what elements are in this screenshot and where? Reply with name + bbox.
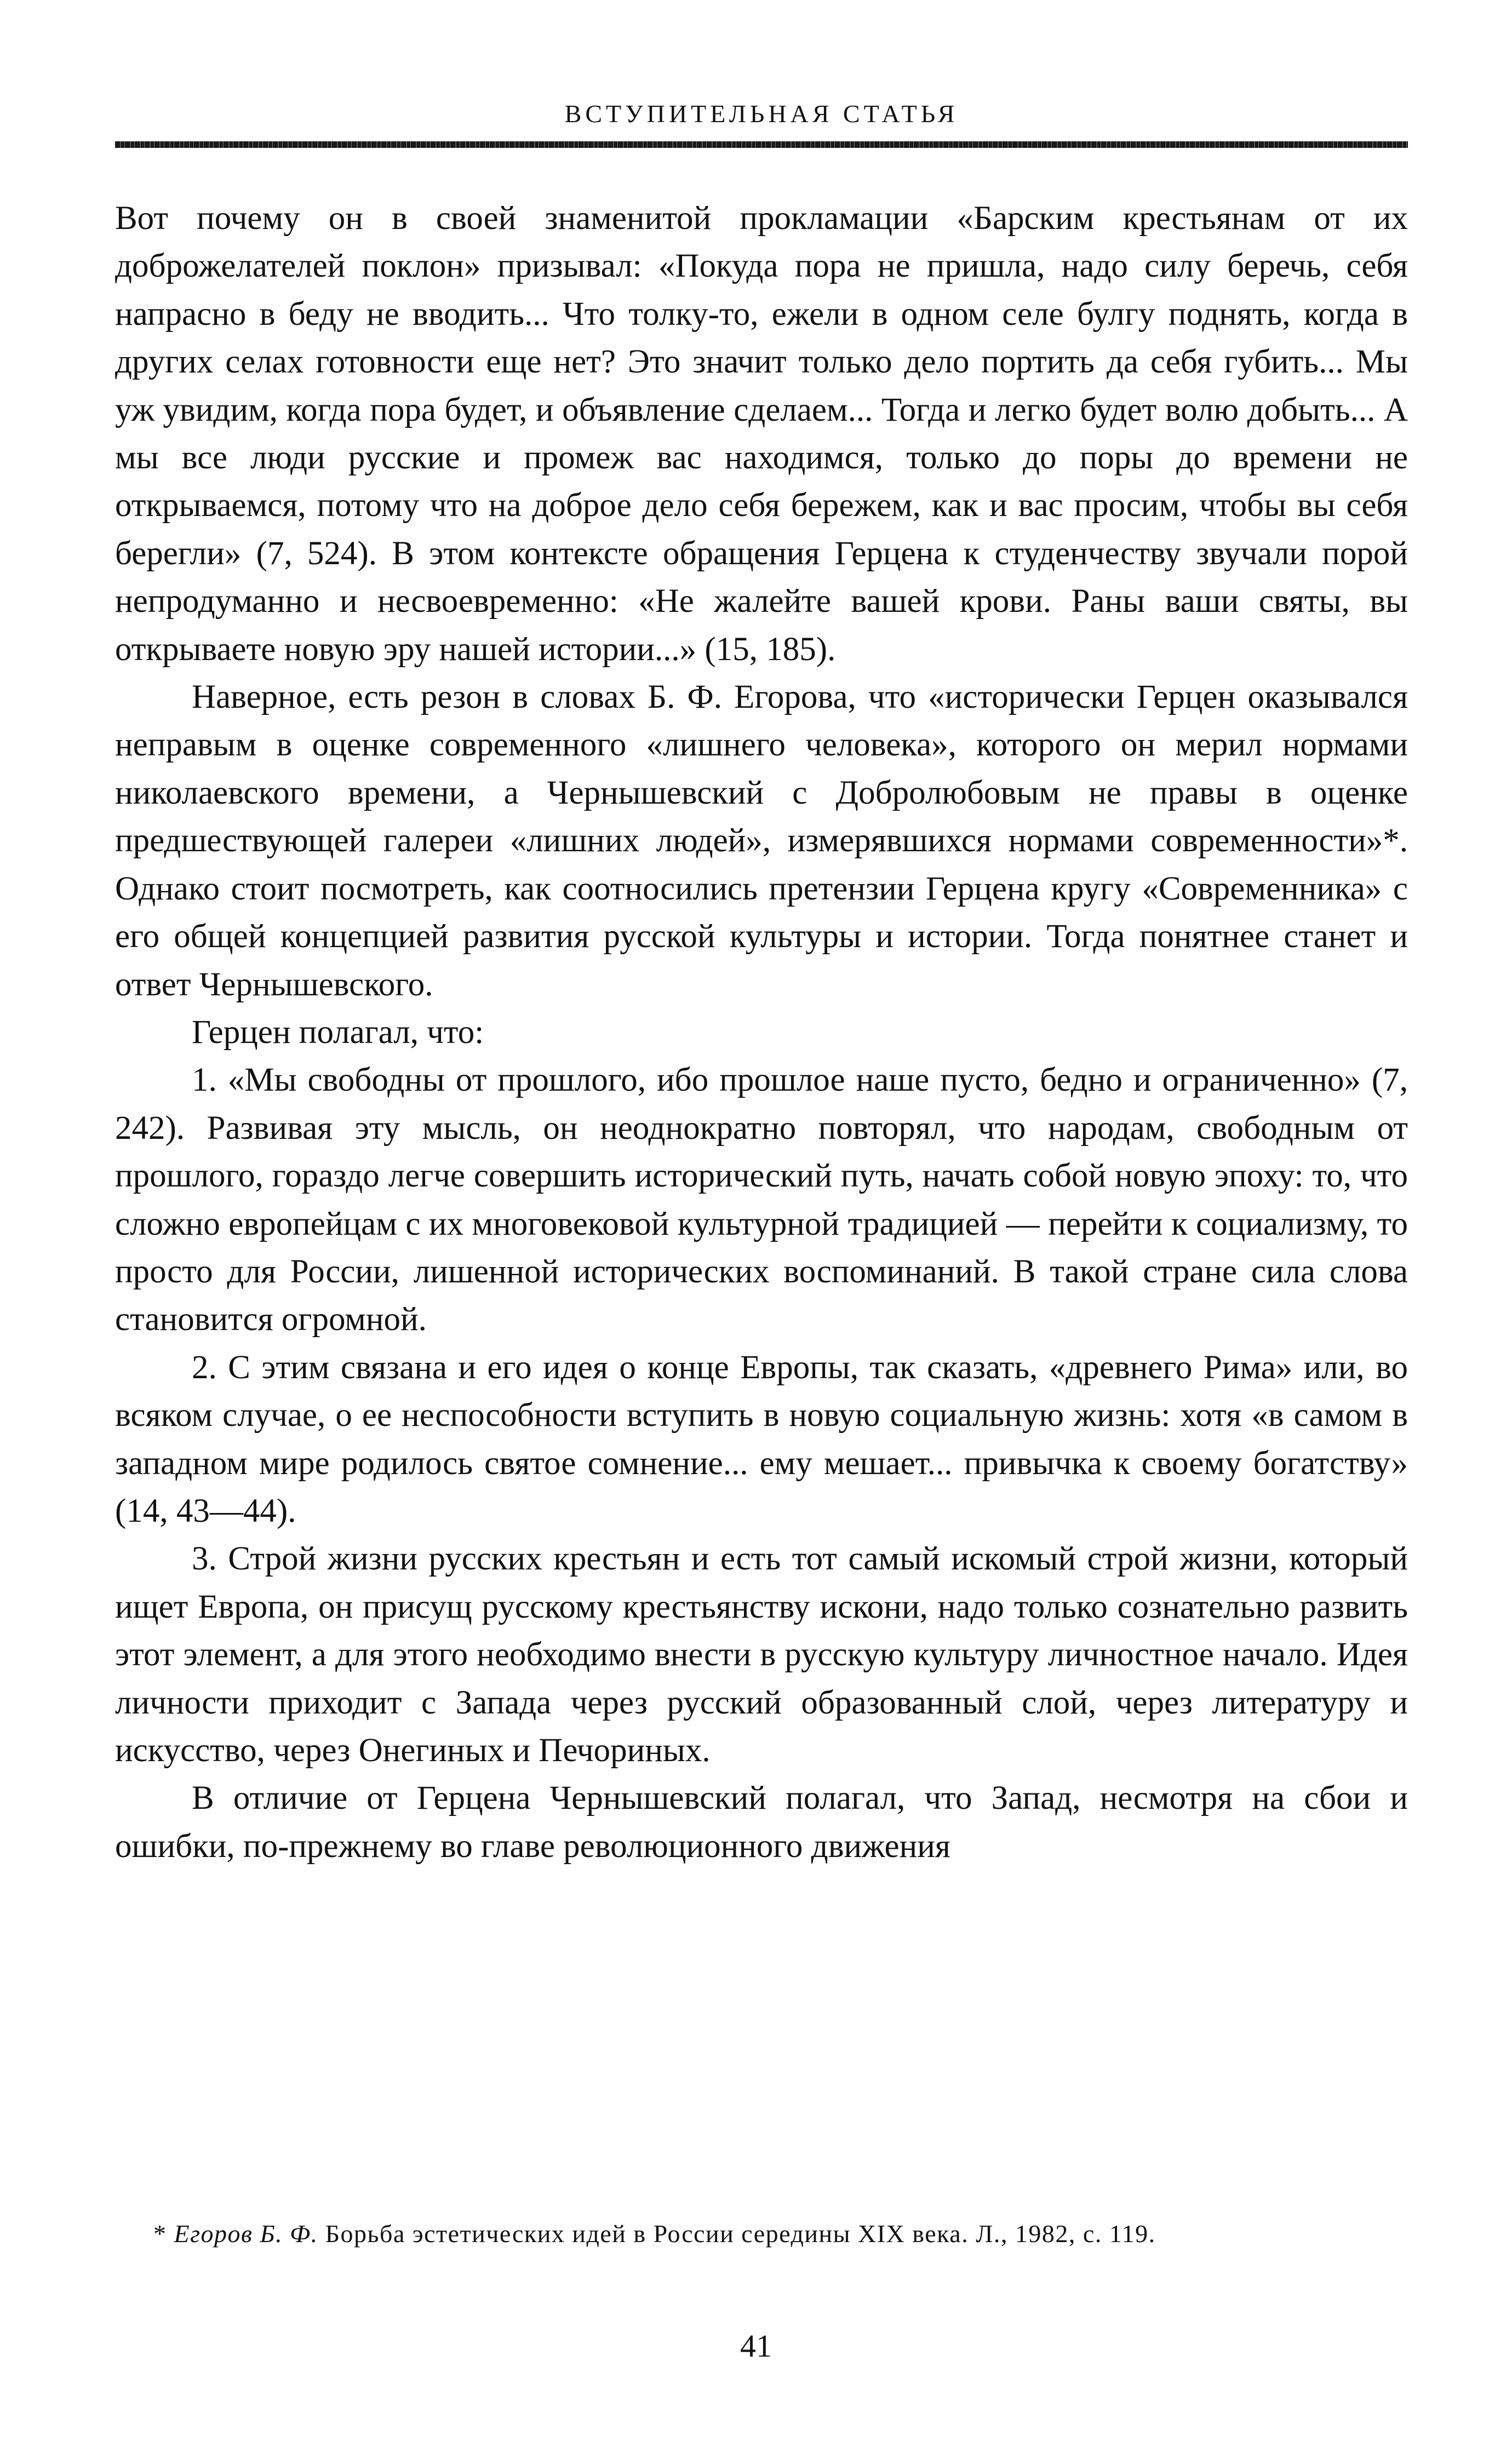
body-text — [115, 194, 1408, 1870]
footnote-marker: * — [153, 2220, 167, 2248]
paragraph: Вот почему он в своей знаменитой прокламации «Барским крестьянам от их доброжелателей поклон» призывал: «Покуда пора не пришла, надо силу беречь, себя напрасно в беду не вводить... Что толку-то, ежели в одном селе булгу поднять, когда в других селах готовности еще нет? Это значит только дело портить да себя губить... Мы уж увидим, когда пора будет, и объявление сделаем... Тогда и легко будет волю добыть... А мы все люди русские и промеж вас находимся, только до поры до времени не открываемся, потому что на доброе дело себя бережем, как и вас просим, чтобы вы себя берегли» (7, 524). В этом контексте обращения Герцена к студенчеству звучали порой непродуманно и несвоевременно: «Не жалейте вашей крови. Раны ваши святы, вы открываете новую эру нашей истории...» (15, 185). — [115, 200, 1408, 668]
list-item: 1. «Мы свободны от прошлого, ибо прошлое наше пусто, бедно и ограниченно» (7, 242). Развивая эту мысль, он неоднократно повторял, что народам, свободным от прошлого, гораздо легче совершить исторический путь, начать собой новую эпоху: то, что сложно европейцам с их многовековой культурной традицией — перейти к социализму, то просто для России, лишенной исторических воспоминаний. В такой стране сила слова становится огромной. — [115, 1062, 1408, 1338]
paragraph: В отличие от Герцена Чернышевский полагал, что Запад, несмотря на сбои и ошибки, по-прежнему во главе революционного движения — [115, 1780, 1408, 1865]
footnote-text: Борьба эстетических идей в России середины XIX века. Л., 1982, с. 119. — [325, 2220, 1156, 2248]
list-item: 2. С этим связана и его идея о конце Европы, так сказать, «древнего Рима» или, во всяком случае, о ее неспособности вступить в новую социальную жизнь: хотя «в самом в западном мире родилось святое сомнение... ему мешает... привычка к своему богатству» (14, 43—44). — [115, 1349, 1408, 1529]
list-item: 3. Строй жизни русских крестьян и есть тот самый искомый строй жизни, который ищет Европа, он присущ русскому крестьянству искони, надо только сознательно развить этот элемент, а для этого необходимо внести в русскую культуру личностное начало. Идея личности приходит с Запада через русский образованный слой, через литературу и искусство, через Онегиных и Печориных. — [115, 1540, 1408, 1769]
running-head: ВСТУПИТЕЛЬНАЯ СТАТЬЯ — [564, 100, 959, 128]
footnote — [115, 2213, 1408, 2255]
paragraph: Герцен полагал, что: — [192, 1013, 484, 1051]
page-number: 41 — [740, 2328, 772, 2364]
paragraph: Наверное, есть резон в словах Б. Ф. Егорова, что «исторически Герцен оказывался неправым в оценке современного «лишнего человека», которого он мерил нормами николаевского времени, а Чернышевский с Добролюбовым не правы в оценке предшествующей галереи «лишних людей», измерявшихся нормами современности»*. Однако стоит посмотреть, как соотносились претензии Герцена кругу «Современника» с его общей концепцией развития русской культуры и истории. Тогда понятнее станет и ответ Чернышевского. — [115, 679, 1408, 1003]
footnote-author: Егоров Б. Ф. — [174, 2220, 318, 2248]
header-rule — [115, 141, 1408, 148]
